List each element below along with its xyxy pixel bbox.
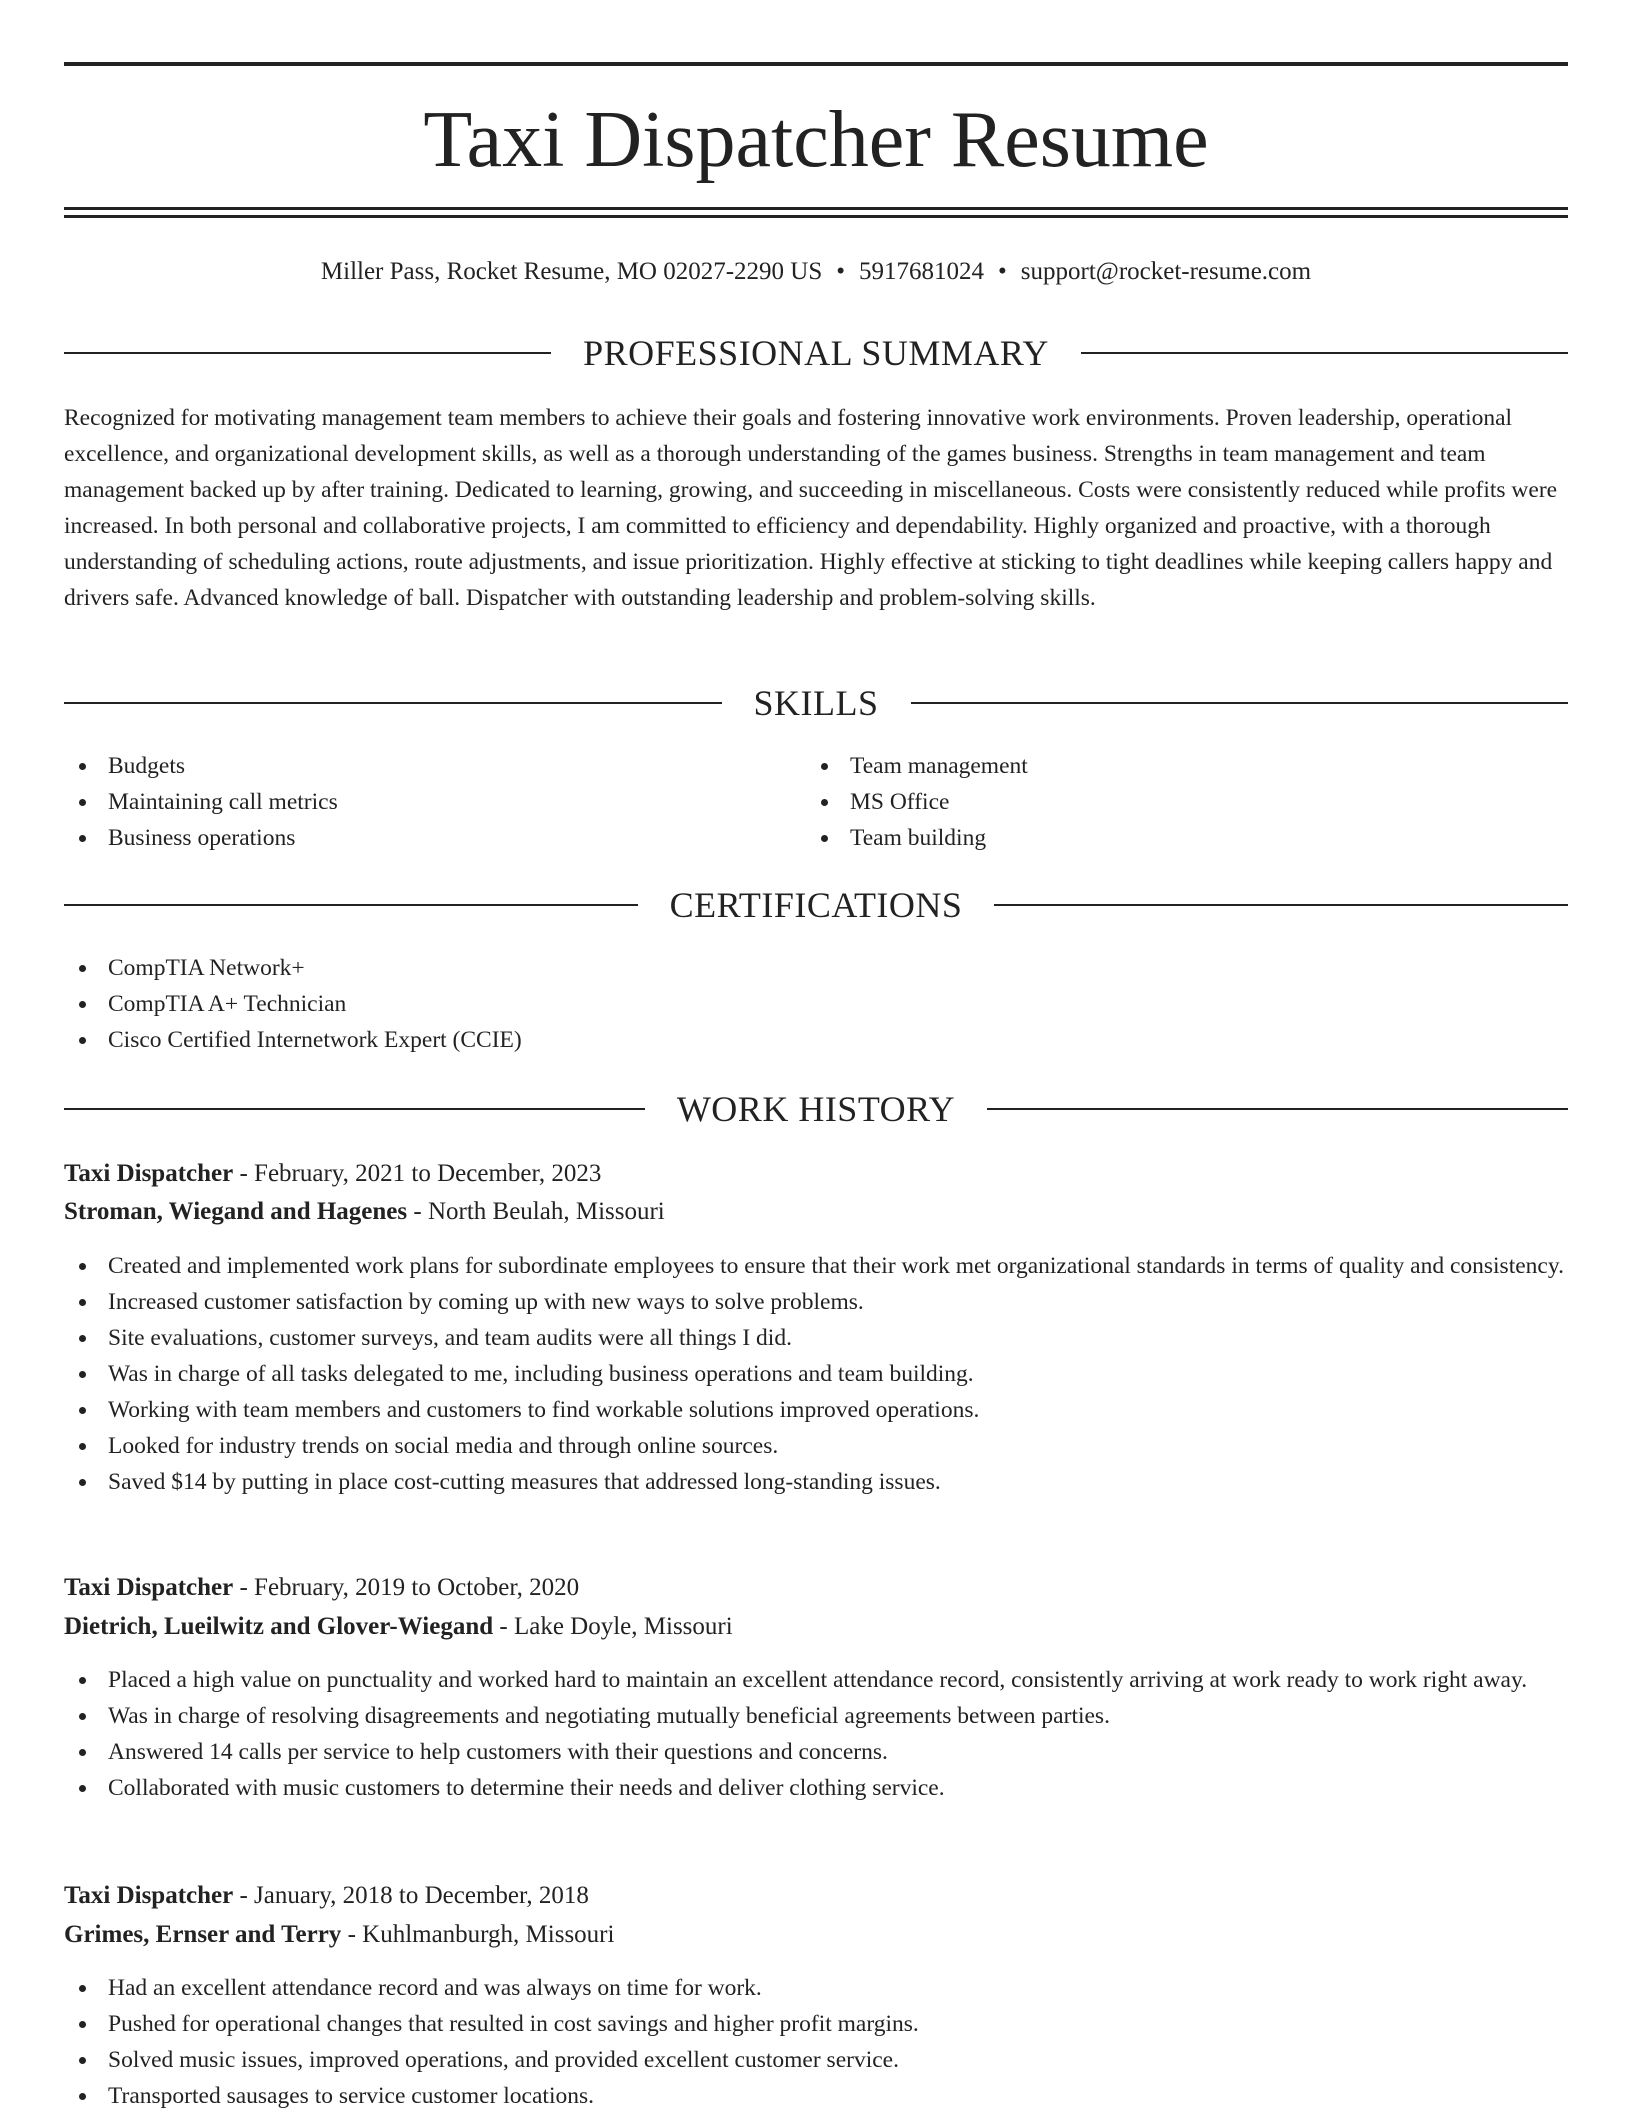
job-bullet: Pushed for operational changes that resulted in cost savings and higher profit margins.: [64, 2006, 1568, 2042]
section-rule-left: [64, 904, 638, 906]
job-title-line: [64, 1877, 589, 1915]
job-bullet: Had an excellent attendance record and was always on time for work.: [64, 1970, 1568, 2006]
job-dates: - February, 2019 to October, 2020: [233, 1574, 580, 1601]
job-bullet: Looked for industry trends on social media and through online sources.: [64, 1428, 1568, 1464]
job-location: - Kuhlmanburgh, Missouri: [341, 1921, 615, 1948]
skill-item: MS Office: [806, 784, 1566, 820]
resume-title: Taxi Dispatcher Resume: [423, 96, 1209, 184]
job-company-line: [64, 1916, 614, 1954]
job-bullet: Was in charge of resolving disagreements and negotiating mutually beneficial agreements between parties.: [64, 1698, 1568, 1734]
certifications-list: [64, 950, 1568, 1058]
job-bullet: Site evaluations, customer surveys, and team audits were all things I did.: [64, 1320, 1568, 1356]
job-location: - North Beulah, Missouri: [407, 1198, 665, 1225]
job-bullet: Solved music issues, improved operations, and provided excellent customer service.: [64, 2042, 1568, 2078]
job-company: Grimes, Ernser and Terry: [64, 1921, 342, 1948]
skill-item: Maintaining call metrics: [64, 784, 804, 820]
certification-item: CompTIA A+ Technician: [64, 986, 1568, 1022]
job-bullet: Collaborated with music customers to determine their needs and deliver clothing service.: [64, 1770, 1568, 1806]
skill-item: Team management: [806, 748, 1566, 784]
skills-list-right: [806, 748, 1566, 856]
job-bullets: [64, 1970, 1568, 2114]
section-rule-right: [911, 702, 1569, 704]
job-location: - Lake Doyle, Missouri: [493, 1613, 733, 1640]
header-double-rule-upper: [64, 207, 1568, 210]
header-double-rule-lower: [64, 215, 1568, 218]
section-rule-right: [994, 904, 1568, 906]
section-title-skills: SKILLS: [753, 683, 879, 723]
section-header-skills: [64, 681, 1568, 725]
job-title: Taxi Dispatcher: [64, 1574, 234, 1601]
job-bullet: Was in charge of all tasks delegated to me, including business operations and team building.: [64, 1356, 1568, 1392]
section-rule-left: [64, 702, 722, 704]
section-header-certifications: [64, 883, 1568, 927]
job-title: Taxi Dispatcher: [64, 1160, 234, 1187]
section-rule-right: [987, 1108, 1568, 1110]
header-top-rule: [64, 62, 1568, 66]
job-bullet: Answered 14 calls per service to help customers with their questions and concerns.: [64, 1734, 1568, 1770]
contact-phone: 5917681024: [859, 258, 985, 285]
job-dates: - February, 2021 to December, 2023: [233, 1160, 602, 1187]
job-bullets: [64, 1248, 1568, 1500]
job-bullets: [64, 1662, 1568, 1806]
section-header-summary: [64, 331, 1568, 375]
contact-line: [64, 255, 1568, 289]
skill-item: Budgets: [64, 748, 804, 784]
section-title-summary: PROFESSIONAL SUMMARY: [583, 333, 1049, 373]
skills-list-left: [64, 748, 804, 856]
section-title-certifications: CERTIFICATIONS: [669, 885, 963, 925]
job-bullet: Created and implemented work plans for subordinate employees to ensure that their work met organizational standards in terms of quality and consistency.: [64, 1248, 1568, 1284]
job-title-line: [64, 1569, 579, 1607]
contact-email: support@rocket-resume.com: [1020, 258, 1312, 285]
contact-separator: •: [836, 258, 846, 285]
job-title: Taxi Dispatcher: [64, 1882, 234, 1909]
section-rule-left: [64, 352, 551, 354]
job-bullet: Transported sausages to service customer locations.: [64, 2078, 1568, 2114]
contact-separator: •: [998, 258, 1007, 285]
section-rule-right: [1081, 352, 1568, 354]
summary-text: Recognized for motivating management team members to achieve their goals and fostering innovative work environments. Proven leadership, operational excellence, and organizational development skills, as well as a thorough understanding of the games business. Strengths in team management and team management backed up by after training. Dedicated to learning, growing, and succeeding in miscellaneous. Costs were consistently reduced while profits were increased. In both personal and collaborative projects, I am committed to efficiency and dependability. Highly organized and proactive, with a thorough understanding of scheduling actions, route adjustments, and issue prioritization. Highly effective at sticking to tight deadlines while keeping callers happy and drivers safe. Advanced knowledge of ball. Dispatcher with outstanding leadership and problem-solving skills.: [64, 405, 1558, 611]
certification-item: CompTIA Network+: [64, 950, 1568, 986]
section-header-work-history: [64, 1087, 1568, 1131]
job-bullet: Placed a high value on punctuality and worked hard to maintain an excellent attendance record, consistently arriving at work ready to work right away.: [64, 1662, 1568, 1698]
section-rule-left: [64, 1108, 645, 1110]
contact-address: Miller Pass, Rocket Resume, MO 02027-2290 US: [320, 258, 823, 285]
job-company: Dietrich, Lueilwitz and Glover-Wiegand: [64, 1613, 494, 1640]
job-bullet: Saved $14 by putting in place cost-cutting measures that addressed long-standing issues.: [64, 1464, 1568, 1500]
job-company-line: [64, 1193, 665, 1231]
job-bullet: Working with team members and customers to find workable solutions improved operations.: [64, 1392, 1568, 1428]
job-bullet: Increased customer satisfaction by coming up with new ways to solve problems.: [64, 1284, 1568, 1320]
skill-item: Business operations: [64, 820, 804, 856]
certification-item: Cisco Certified Internetwork Expert (CCIE): [64, 1022, 1568, 1058]
section-title-work-history: WORK HISTORY: [676, 1089, 956, 1129]
job-title-line: [64, 1155, 601, 1193]
job-dates: - January, 2018 to December, 2018: [233, 1882, 589, 1909]
skill-item: Team building: [806, 820, 1566, 856]
job-company-line: [64, 1608, 733, 1646]
job-company: Stroman, Wiegand and Hagenes: [64, 1198, 408, 1225]
